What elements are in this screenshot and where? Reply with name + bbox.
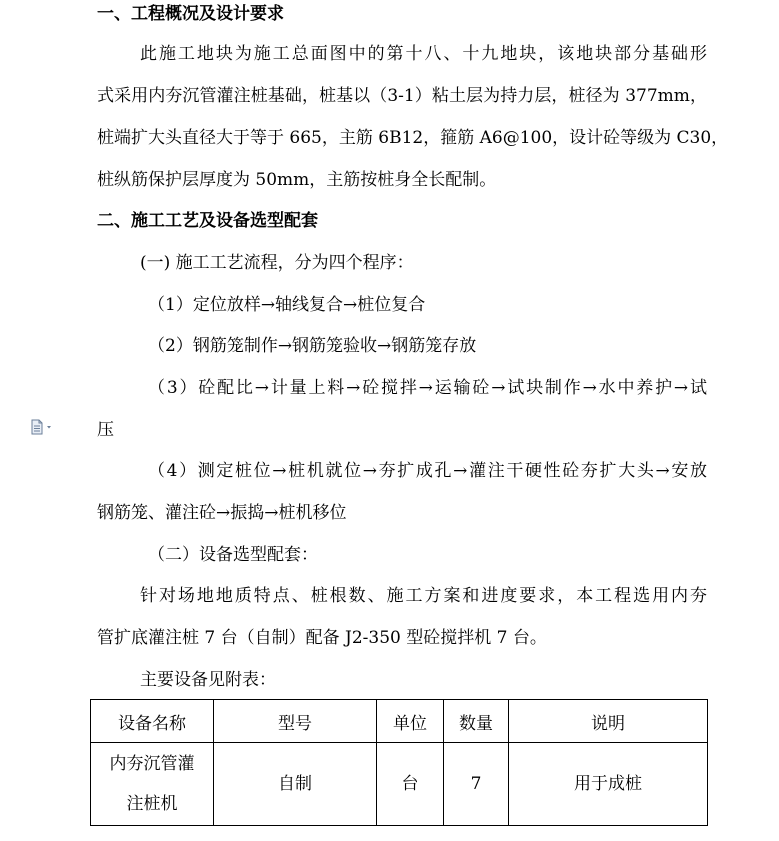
cell-unit: 台 [377,743,444,826]
header-equipment-name: 设备名称 [91,700,214,743]
process-step-3-line-1: （3）砼配比→计量上料→砼搅拌→运输砼→试块制作→水中养护→试 [148,378,707,398]
document-icon[interactable] [30,419,60,435]
section-2-heading: 二、施工工艺及设备选型配套 [97,211,318,231]
cell-description: 用于成桩 [509,743,708,826]
table-header-row [91,700,708,743]
section-1-line-4: 桩纵筋保护层厚度为 50mm，主筋按桩身全长配制。 [97,170,497,190]
section-1-line-2: 式采用内夯沉管灌注桩基础，桩基以（3-1）粘土层为持力层，桩径为 377mm， [97,86,707,106]
equipment-paragraph-line-2: 管扩底灌注桩 7 台（自制）配备 J2-350 型砼搅拌机 7 台。 [97,628,547,648]
cell-equipment-name-line-1: 内夯沉管灌 [109,754,195,774]
header-model: 型号 [214,700,377,743]
process-step-1: （1）定位放样→轴线复合→桩位复合 [148,295,426,315]
header-quantity: 数量 [444,700,509,743]
cell-equipment-name [91,743,214,826]
cell-quantity: 7 [444,743,509,826]
process-step-3-line-2: 压 [97,420,114,440]
header-description: 说明 [509,700,708,743]
equipment-title: （二）设备选型配套： [148,545,318,565]
section-1-line-3: 桩端扩大头直径大于等于 665，主筋 6B12，箍筋 A6@100，设计砼等级为 C30， [97,128,729,148]
section-1-heading: 一、工程概况及设计要求 [97,4,284,24]
equipment-table [90,699,708,826]
process-step-4-line-1: （4）测定桩位→桩机就位→夯扩成孔→灌注干硬性砼夯扩大头→安放 [148,461,707,481]
section-1-line-1: 此施工地块为施工总面图中的第十八、十九地块，该地块部分基础形 [140,44,707,64]
cell-equipment-name-line-2: 注桩机 [126,794,178,814]
process-title: (一) 施工工艺流程，分为四个程序： [140,253,414,273]
cell-model: 自制 [214,743,377,826]
process-step-2: （2）钢筋笼制作→钢筋笼验收→钢筋笼存放 [148,336,477,356]
process-step-4-line-2: 钢筋笼、灌注砼→振捣→桩机移位 [97,503,347,523]
table-row [91,743,708,826]
table-intro: 主要设备见附表： [140,670,276,690]
header-unit: 单位 [377,700,444,743]
equipment-paragraph-line-1: 针对场地地质特点、桩根数、施工方案和进度要求，本工程选用内夯 [140,586,707,606]
